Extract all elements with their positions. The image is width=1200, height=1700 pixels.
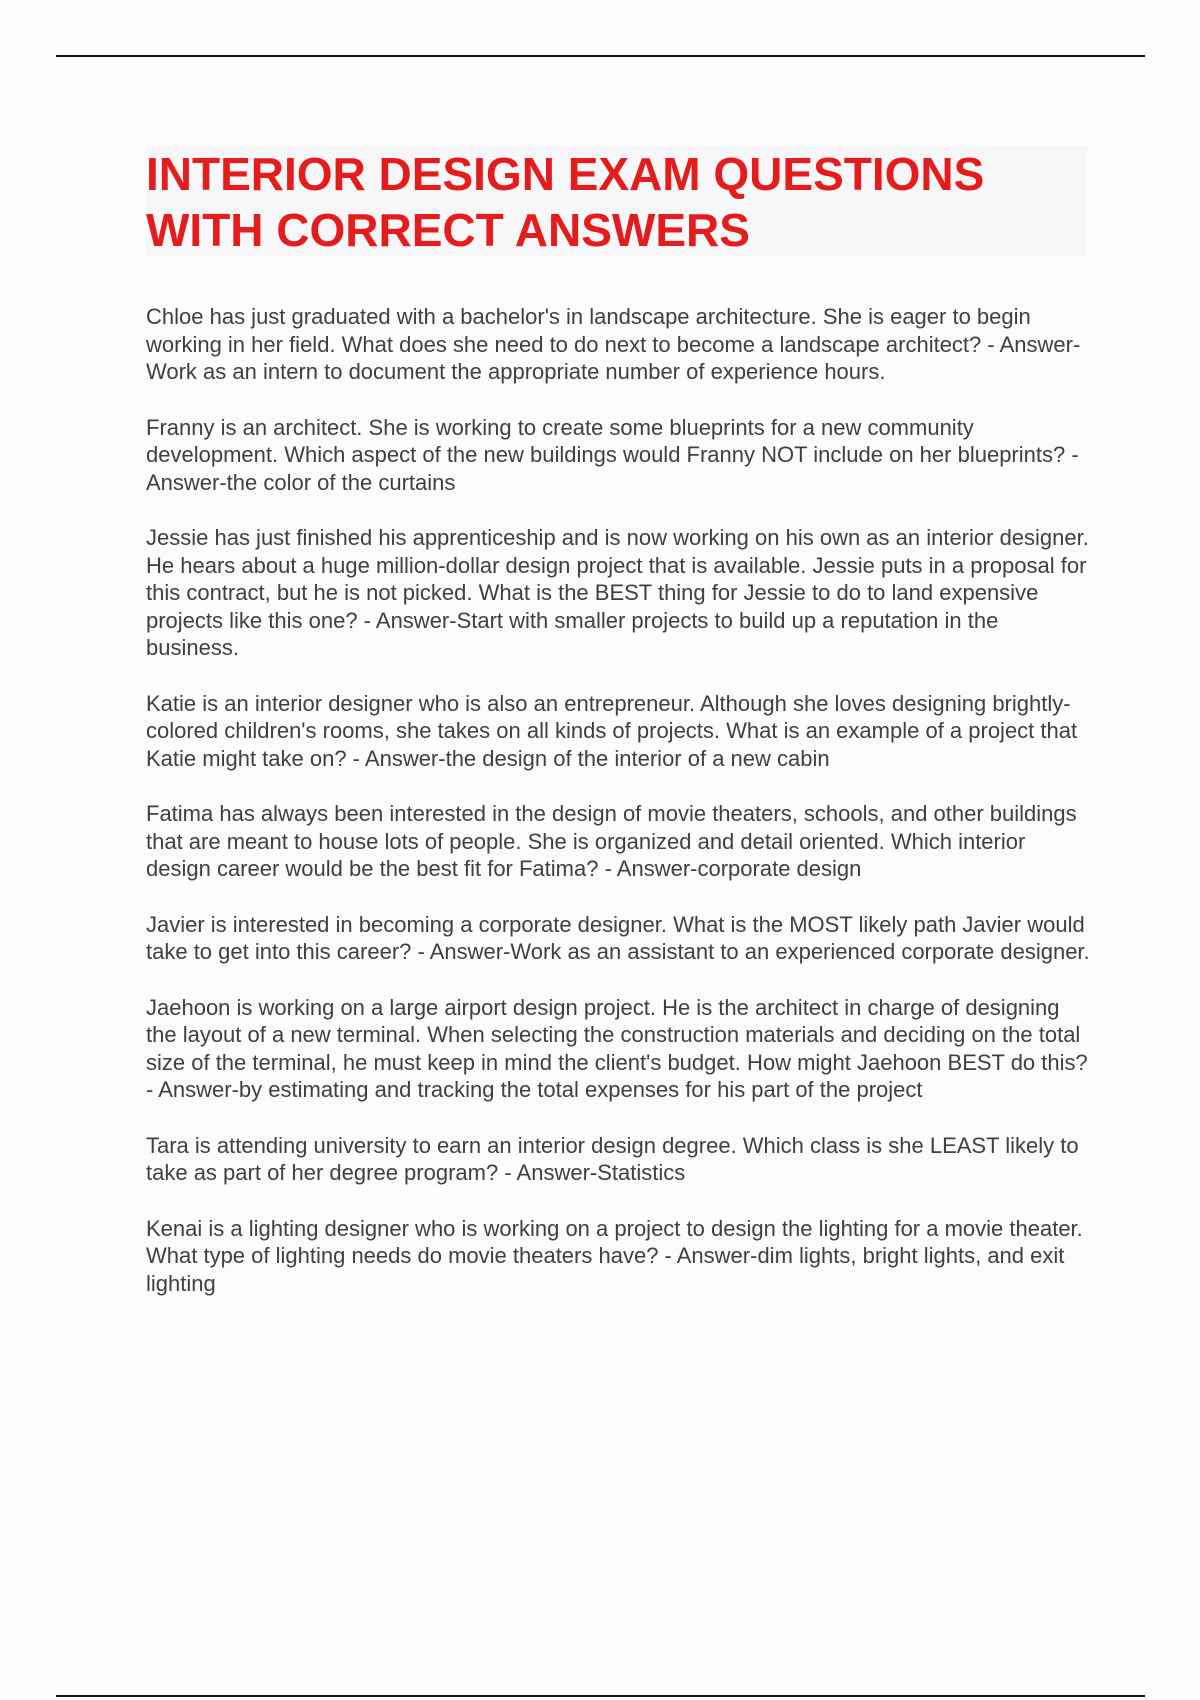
- top-rule: [56, 55, 1145, 57]
- bottom-rule: [56, 1695, 1145, 1697]
- qa-item-5: Fatima has always been interested in the design of movie theaters, schools, and other buildings that are meant to house lots of people. She is organized and detail oriented. Which interior design career would be the best fit for Fatima? - Answer-corporate design: [146, 800, 1096, 883]
- qa-item-4: Katie is an interior designer who is also an entrepreneur. Although she loves designing brightly-colored children's rooms, she takes on all kinds of projects. What is an example of a project that Katie might take on? - Answer-the design of the interior of a new cabin: [146, 690, 1096, 773]
- qa-item-6: Javier is interested in becoming a corporate designer. What is the MOST likely path Javier would take to get into this career? - Answer-Work as an assistant to an experienced corporate designer.: [146, 911, 1096, 966]
- title-block: [146, 146, 1087, 256]
- qa-list: [146, 303, 1096, 1325]
- qa-item-8: Tara is attending university to earn an interior design degree. Which class is she LEAST likely to take as part of her degree program? - Answer-Statistics: [146, 1132, 1096, 1187]
- qa-item-3: Jessie has just finished his apprenticeship and is now working on his own as an interior designer. He hears about a huge million-dollar design project that is available. Jessie puts in a proposal for this contract, but he is not picked. What is the BEST thing for Jessie to do to land expensive projects like this one? - Answer-Start with smaller projects to build up a reputation in the business.: [146, 524, 1096, 662]
- qa-item-7: Jaehoon is working on a large airport design project. He is the architect in charge of designing the layout of a new terminal. When selecting the construction materials and deciding on the total size of the terminal, he must keep in mind the client's budget. How might Jaehoon BEST do this? - Answer-by estimating and tracking the total expenses for his part of the project: [146, 994, 1096, 1104]
- qa-item-9: Kenai is a lighting designer who is working on a project to design the lighting for a movie theater. What type of lighting needs do movie theaters have? - Answer-dim lights, bright lights, and exit lighting: [146, 1215, 1096, 1298]
- document-title: INTERIOR DESIGN EXAM QUESTIONS WITH CORRECT ANSWERS: [146, 148, 985, 256]
- qa-item-2: Franny is an architect. She is working to create some blueprints for a new community development. Which aspect of the new buildings would Franny NOT include on her blueprints? - Answer-the color of the curtains: [146, 414, 1096, 497]
- qa-item-1: Chloe has just graduated with a bachelor's in landscape architecture. She is eager to begin working in her field. What does she need to do next to become a landscape architect? - Answer-Work as an intern to document the appropriate number of experience hours.: [146, 303, 1096, 386]
